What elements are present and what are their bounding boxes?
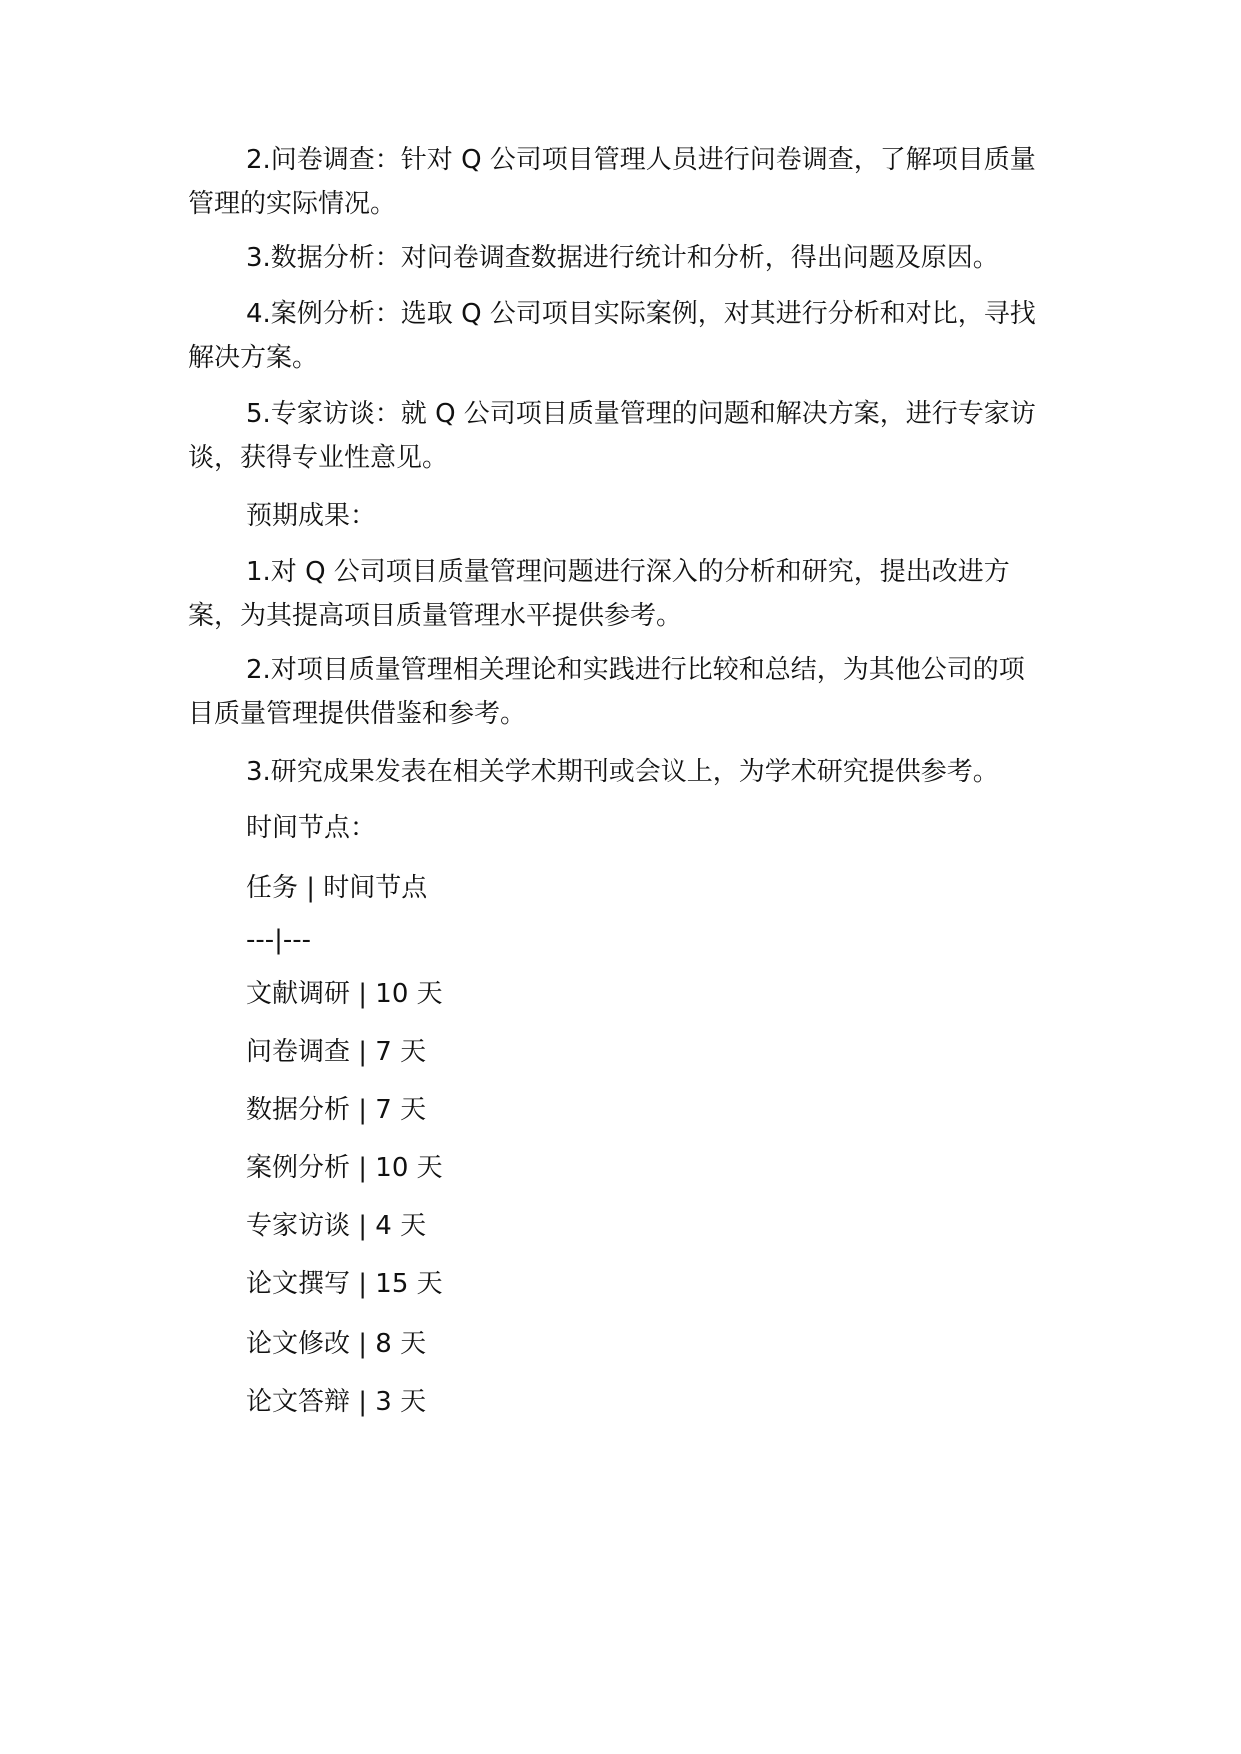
paragraph-result-2: 2.对项目质量管理相关理论和实践进行比较和总结，为其他公司的项目质量管理提供借鉴和参考。: [188, 655, 1025, 729]
paragraph-questionnaire: 2.问卷调查：针对 Q 公司项目管理人员进行问卷调查，了解项目质量管理的实际情况。: [188, 145, 1036, 219]
table-row: 问卷调查 | 7 天: [246, 1037, 427, 1067]
table-header-line: 任务 | 时间节点: [246, 873, 428, 903]
table-row: 论文修改 | 8 天: [246, 1329, 427, 1359]
paragraph-result-1: 1.对 Q 公司项目质量管理问题进行深入的分析和研究，提出改进方案，为其提高项目质量管理水平提供参考。: [188, 557, 1010, 631]
paragraph-expert-interview: 5.专家访谈：就 Q 公司项目质量管理的问题和解决方案，进行专家访谈，获得专业性意见。: [188, 399, 1036, 473]
table-row: 案例分析 | 10 天: [246, 1153, 443, 1183]
table-row: 文献调研 | 10 天: [246, 979, 443, 1009]
paragraph-data-analysis: 3.数据分析：对问卷调查数据进行统计和分析，得出问题及原因。: [246, 243, 999, 273]
paragraph-result-3: 3.研究成果发表在相关学术期刊或会议上，为学术研究提供参考。: [246, 757, 999, 787]
table-row: 数据分析 | 7 天: [246, 1095, 427, 1125]
paragraph-case-analysis: 4.案例分析：选取 Q 公司项目实际案例，对其进行分析和对比，寻找解决方案。: [188, 299, 1036, 373]
heading-expected-results: 预期成果：: [246, 501, 377, 531]
table-separator-line: ---|---: [246, 925, 312, 955]
table-row: 论文答辩 | 3 天: [246, 1387, 427, 1417]
heading-timeline: 时间节点：: [246, 813, 377, 843]
table-row: 论文撰写 | 15 天: [246, 1269, 443, 1299]
table-row: 专家访谈 | 4 天: [246, 1211, 427, 1241]
